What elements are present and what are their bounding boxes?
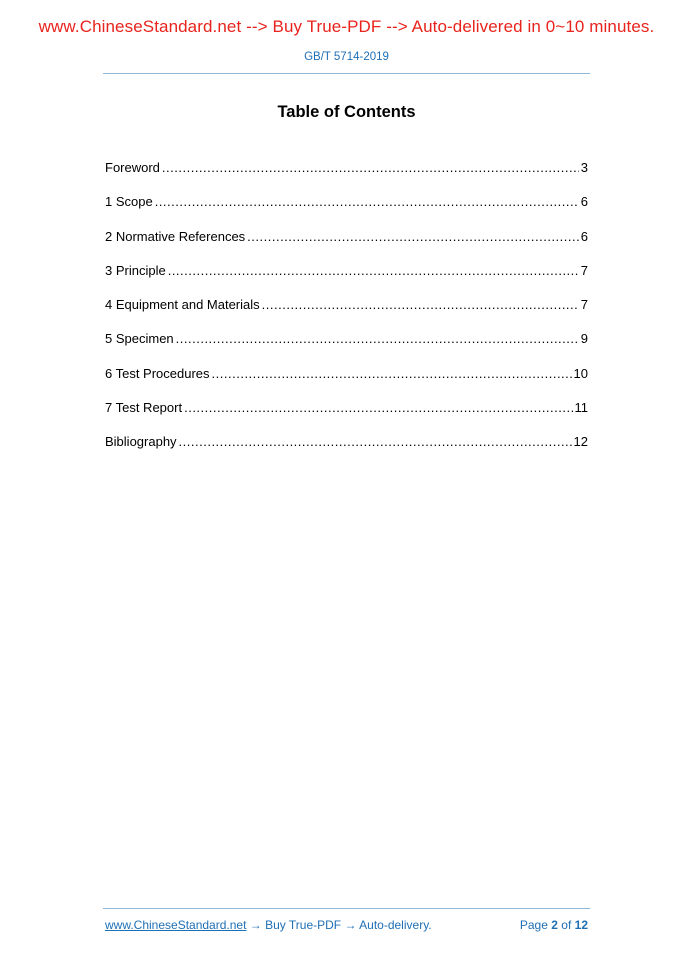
dot-leader [179,434,572,449]
document-number: GB/T 5714-2019 [304,51,389,63]
toc-entry-page: 3 [580,160,588,175]
toc-entry-principle[interactable] [105,263,588,297]
dot-leader [262,297,579,312]
footer-promo [105,918,432,932]
toc-entry-specimen[interactable] [105,331,588,365]
toc-entry-page: 7 [580,262,588,278]
toc-entry-page: 7 [580,297,588,313]
page-word: Page [519,918,548,932]
toc-entry-test-procedures[interactable] [105,366,588,400]
table-of-contents [105,160,588,469]
page-current: 2 [551,918,558,932]
toc-entry-page: 10 [573,365,588,381]
of-word: of [561,918,572,932]
toc-entry-test-report[interactable] [105,400,588,434]
toc-entry-foreword[interactable] [105,160,588,194]
toc-entry-page: 11 [574,400,588,416]
toc-entry-normative-references[interactable] [105,229,588,263]
dot-leader [247,229,579,244]
header-divider [103,73,590,74]
toc-entry-bibliography[interactable] [105,434,588,468]
page-indicator [520,918,588,932]
arrow-right-icon: → [249,918,262,932]
dot-leader [184,400,572,415]
toc-entry-label: Foreword [105,160,160,175]
page-title: Table of Contents [277,103,416,121]
footer-site-link[interactable]: www.ChineseStandard.net [105,918,247,932]
page-total: 12 [574,918,588,932]
toc-entry-label: 4 Equipment and Materials [105,297,260,313]
dot-leader [155,194,579,209]
toc-entry-label: 6 Test Procedures [105,365,210,381]
toc-entry-equipment-and-materials[interactable] [105,297,588,331]
toc-entry-label: 7 Test Report [105,400,183,416]
dot-leader [168,263,579,278]
dot-leader [176,331,579,346]
toc-entry-scope[interactable] [105,194,588,228]
toc-entry-page: 9 [580,331,588,347]
toc-entry-label: 5 Specimen [105,331,174,347]
footer-delivery-text: Auto-delivery. [359,918,432,932]
toc-entry-label: 1 Scope [105,194,153,210]
footer-divider [103,908,590,909]
dot-leader [162,160,579,175]
page-footer [105,918,588,932]
toc-entry-label: 3 Principle [105,262,166,278]
footer-buy-text: Buy True-PDF [265,918,342,932]
toc-entry-page: 12 [573,434,588,450]
toc-entry-label: 2 Normative References [105,228,246,244]
toc-entry-page: 6 [580,194,588,210]
toc-entry-label: Bibliography [105,434,177,450]
toc-entry-page: 6 [580,228,588,244]
promo-banner[interactable]: www.ChineseStandard.net --> Buy True-PDF --> Auto-delivered in 0~10 minutes. [38,17,655,36]
arrow-right-icon: → [344,918,357,932]
dot-leader [212,366,572,381]
